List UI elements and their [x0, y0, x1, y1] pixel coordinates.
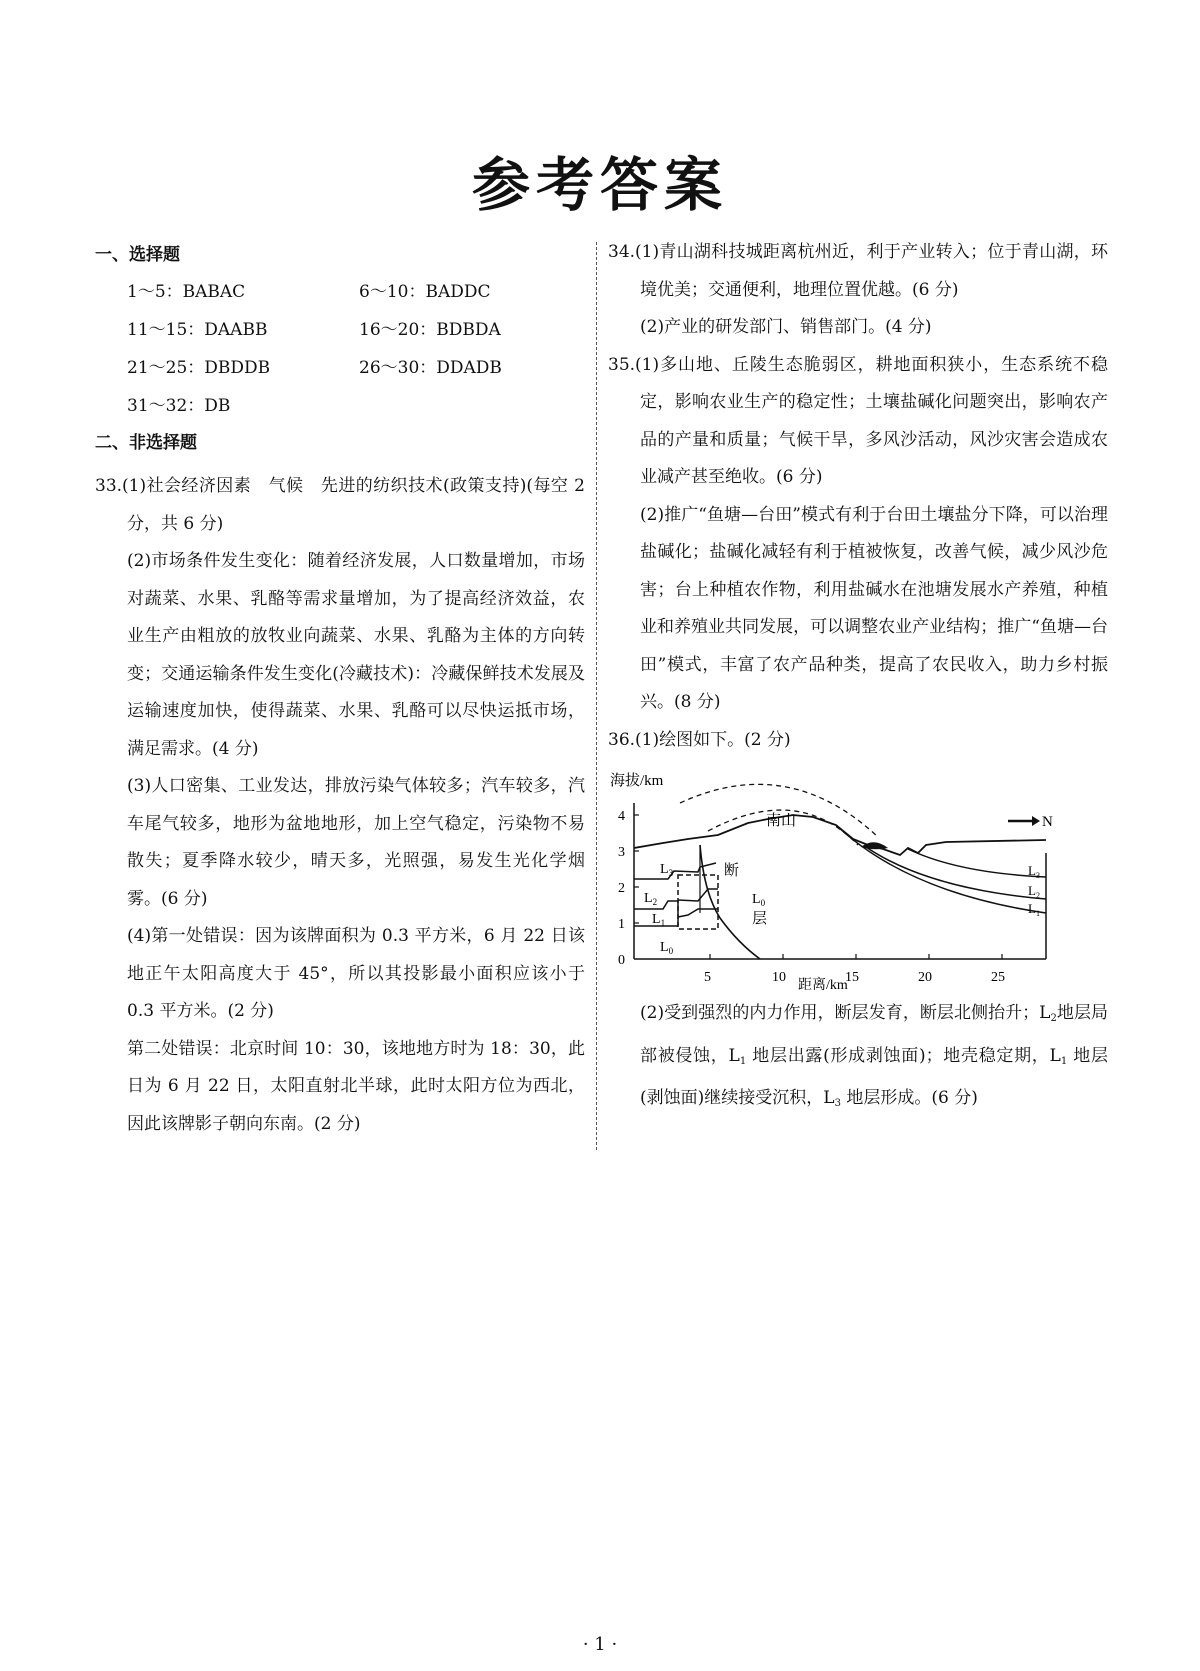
answer-33-4: (4)第一处错误：因为该牌面积为 0.3 平方米，6 月 22 日该地正午太阳高度大于 45°，所以其投影最小面积应该小于 0.3 平方米。(2 分)	[127, 926, 585, 1021]
y-tick: 1	[618, 917, 625, 932]
answer-33-3: (3)人口密集、工业发达，排放污染气体较多；汽车较多，汽车尾气较多，地形为盆地地形，加上空气稳定，污染物不易散失；夏季降水较少，晴天多，光照强，易发生光化学烟雾。(6 分)	[127, 776, 585, 909]
question-number: 36.	[608, 729, 636, 750]
layer-label-L1-right: $L_1$	[1028, 901, 1040, 918]
layer-label-L0-right: $L_0$	[752, 892, 766, 908]
choice-answer: 6～10：BADDC	[359, 282, 491, 302]
y-axis-label: 海拔/km	[610, 773, 664, 789]
choice-answer: 1～5：BABAC	[127, 282, 246, 302]
geologic-profile-svg	[608, 763, 1108, 991]
answer-36-2: (2)受到强烈的内力作用，断层发育，断层北侧抬升；$L_2$地层局部被侵蚀，$L_1$ 地层出露(形成剥蚀面)；地壳稳定期，$L_1$ 地层(剥蚀面)继续接受沉积，$L_3$ 地层形成。(6 分)	[640, 1003, 1108, 1109]
layer-line-upper-middle	[678, 889, 718, 901]
y-tick: 0	[618, 953, 625, 968]
layer-label-L0-left: $L_0$	[660, 940, 674, 956]
choice-answer: 21～25：DBDDB	[127, 358, 271, 378]
answer-34-1: 34.(1)青山湖科技城距离杭州近，利于产业转入；位于青山湖，环境优美；交通便利，地理位置优越。(6 分)	[608, 242, 1108, 300]
mountain-label: 南山	[766, 813, 797, 829]
x-axis-label: 距离/km	[798, 978, 848, 991]
section-heading-choice: 一、选择题	[95, 245, 180, 265]
answer-36-1: 36.(1)绘图如下。(2 分)	[608, 729, 791, 750]
column-divider	[596, 242, 597, 1150]
layer-line-L1-right	[836, 825, 1046, 913]
answer-34-2: (2)产业的研发部门、销售部门。(4 分)	[640, 317, 932, 337]
answer-35-1: 35.(1)多山地、丘陵生态脆弱区，耕地面积狭小，生态系统不稳定，影响农业生产的稳定性；土壤盐碱化问题突出，影响农产品的产量和质量；气候干旱，多风沙活动，风沙灾害会造成农业减产甚至绝收。(6 分)	[608, 354, 1108, 487]
question-number: 34.	[608, 242, 636, 262]
x-tick: 5	[704, 970, 711, 985]
choice-answer: 16～20：BDBDA	[359, 320, 501, 340]
fault-label-top: 断	[724, 863, 740, 879]
left-column	[95, 244, 585, 1143]
answer-33-5: 第二处错误：北京时间 10：30，该地地方时为 18：30，此日为 6 月 22 日，太阳直射北半球，此时太阳方位为西北，因此该牌影子朝向东南。(2 分)	[127, 1038, 585, 1134]
layer-line-L3-right	[908, 849, 1046, 877]
y-tick: 4	[618, 809, 625, 824]
layer-line-L2-right	[866, 847, 1046, 899]
layer-label-L3-right: $L_3$	[1028, 863, 1040, 880]
surface-profile-line	[634, 815, 1046, 855]
choice-answer: 31～32：DB	[127, 396, 231, 416]
page-number: · 1 ·	[582, 1634, 618, 1655]
answer-33-1: 33.(1)社会经济因素 气候 先进的纺织技术(政策支持)(每空 2 分，共 6 分)	[95, 476, 585, 534]
y-tick: 2	[618, 881, 625, 896]
question-number: 33.	[95, 476, 123, 496]
choice-answer: 11～15：DAABB	[127, 320, 268, 340]
question-number: 35.	[608, 354, 636, 375]
answer-35-2: (2)推广“鱼塘—台田”模式有利于台田土壤盐分下降，可以治理盐碱化；盐碱化减轻有利于植被恢复，改善气候，减少风沙危害；台上种植农作物，利用盐碱水在池塘发展水产养殖，种植业和养殖业共同发展，可以调整农业产业结构；推广“鱼塘—台田”模式，丰富了农产品种类，提高了农民收入，助力乡村振兴。(8 分)	[640, 504, 1108, 712]
x-tick: 10	[772, 970, 786, 985]
tick-marks	[634, 815, 1002, 959]
layer-label-L2-left: $L_2$	[644, 891, 658, 907]
right-column	[608, 244, 1108, 1123]
choice-answer: 26～30：DDADB	[359, 358, 502, 378]
layer-line-middle	[678, 909, 718, 917]
section-heading-nonchoice: 二、非选择题	[95, 433, 197, 453]
y-tick: 3	[618, 845, 625, 860]
layer-label-L3-left: $L_3$	[660, 862, 674, 878]
geologic-profile-figure	[608, 763, 1108, 991]
choice-answers	[127, 280, 585, 418]
fault-label-bottom: 层	[752, 911, 768, 927]
page-title: 参考答案	[471, 151, 728, 219]
north-arrow-icon	[1008, 816, 1040, 826]
layer-label-L2-right: $L_2$	[1028, 883, 1040, 900]
north-label: N	[1042, 814, 1053, 830]
x-tick: 15	[845, 970, 859, 985]
x-tick: 20	[918, 970, 932, 985]
x-tick: 25	[991, 970, 1005, 985]
layer-label-L1-left: $L_1$	[652, 912, 666, 928]
answer-33-2: (2)市场条件发生变化：随着经济发展，人口数量增加，市场对蔬菜、水果、乳酪等需求量增加，为了提高经济效益，农业生产由粗放的放牧业向蔬菜、水果、乳酪为主体的方向转变；交通运输条件发生变化(冷藏技术)：冷藏保鲜技术发展及运输速度加快，使得蔬菜、水果、乳酪可以尽快运抵市场，满足需求。(4 分)	[127, 551, 585, 759]
